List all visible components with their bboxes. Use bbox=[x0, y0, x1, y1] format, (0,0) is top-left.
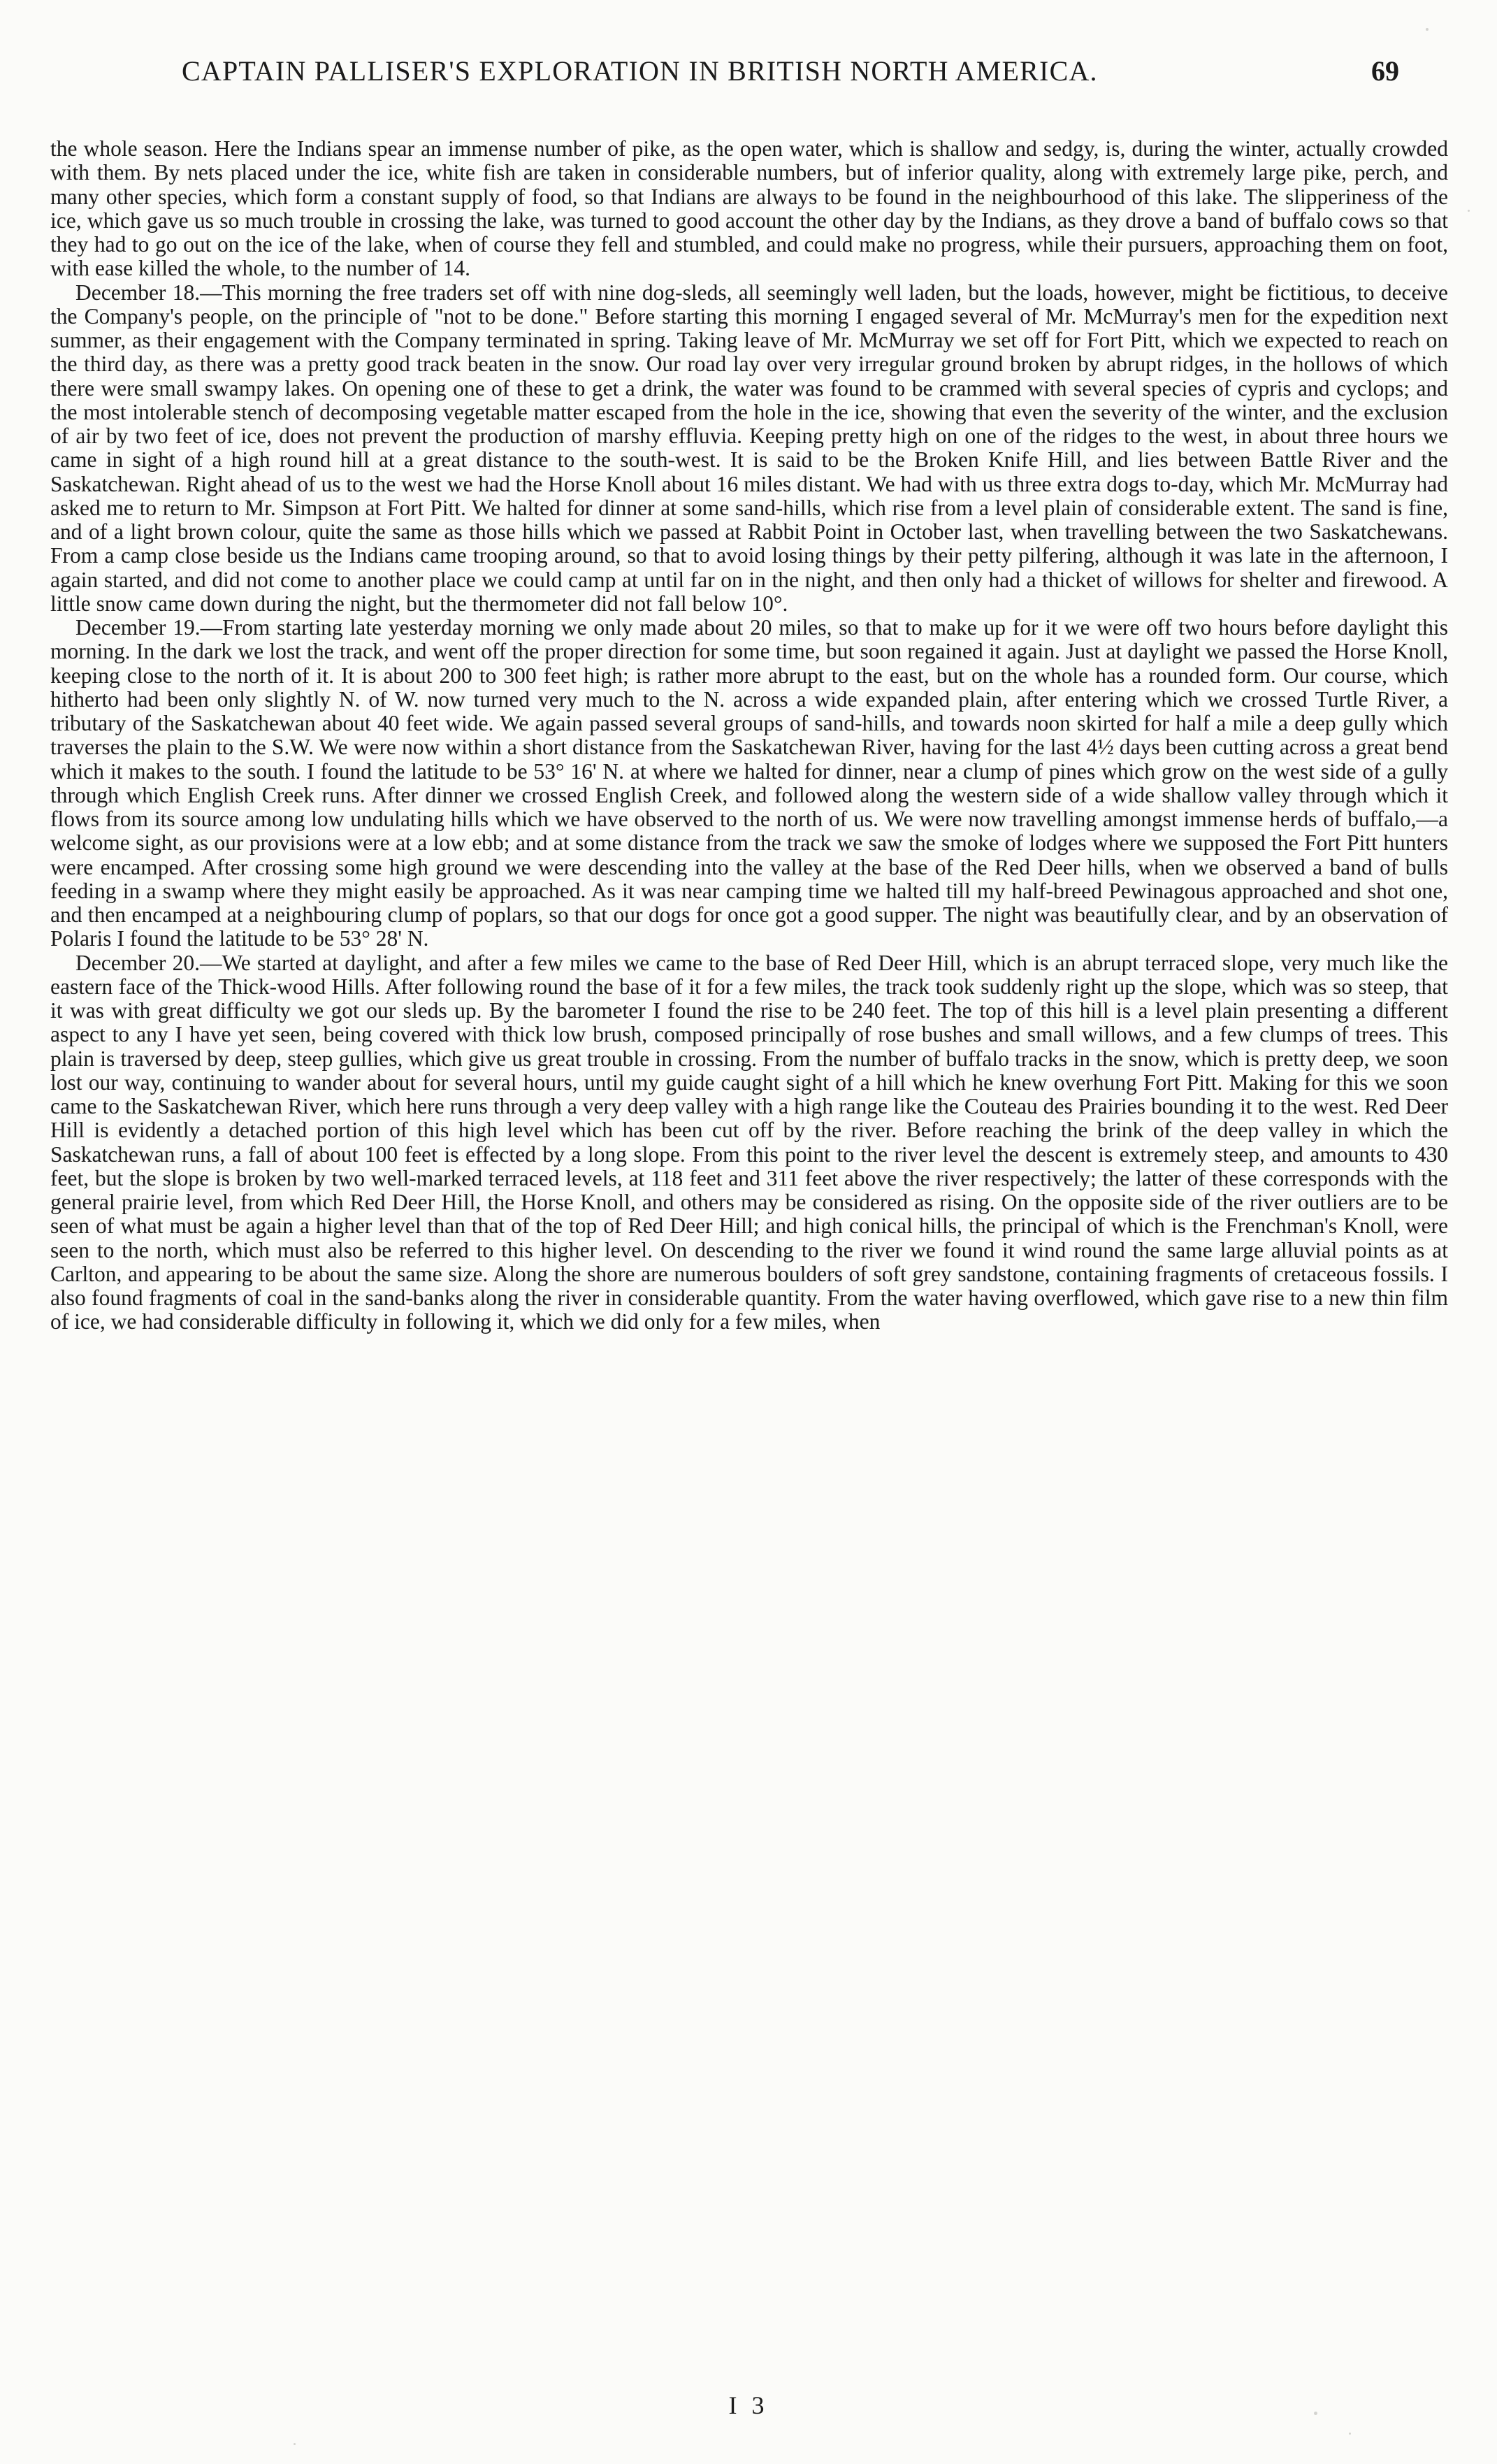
paper-speck bbox=[294, 2443, 296, 2445]
page-number: 69 bbox=[1371, 55, 1399, 87]
paragraph-lake-fishing: the whole season. Here the Indians spear an immense number of pike, as the open water, which is shallow and sedgy, is, during the winter, actually crowded with them. By nets placed under the ice, white fish are taken in considerable numbers, but of inferior quality, along with extremely large pike, perch, and many other species, which form a constant supply of food, so that Indians are always to be found in the neighbourhood of this lake. The slipperiness of the ice, which gave us so much trouble in crossing the lake, was turned to good account the other day by the Indians, as they drove a band of buffalo cows so that they had to go out on the ice of the lake, when of course they fell and stumbled, and could make no progress, while their pursuers, approaching them on foot, with ease killed the whole, to the number of 14. bbox=[50, 136, 1448, 281]
paper-speck bbox=[1349, 2433, 1351, 2435]
running-title: CAPTAIN PALLISER'S EXPLORATION IN BRITISH NORTH AMERICA. bbox=[182, 55, 1098, 87]
paragraph-december-20: December 20.—We started at daylight, and after a few miles we came to the base of Red Deer Hill, which is an abrupt terraced slope, very much like the eastern face of the Thick-wood Hills. After following round the base of it for a few miles, the track took suddenly right up the slope, which was so steep, that it was with great difficulty we got our sleds up. By the barometer I found the rise to be 240 feet. The top of this hill is a level plain presenting a different aspect to any I have yet seen, being covered with thick low brush, composed principally of rose bushes and small willows, and a few clumps of trees. This plain is traversed by deep, steep gullies, which give us great trouble in crossing. From the number of buffalo tracks in the snow, which is pretty deep, we soon lost our way, continuing to wander about for several hours, until my guide caught sight of a hill which he knew overhung Fort Pitt. Making for this we soon came to the Saskatchewan River, which here runs through a very deep valley with a high range like the Couteau des Prairies bounding it to the west. Red Deer Hill is evidently a detached portion of this high level which has been cut off by the river. Before reaching the brink of the deep valley in which the Saskatchewan runs, a fall of about 100 feet is effected by a long slope. From this point to the river level the descent is extremely steep, and amounts to 430 feet, but the slope is broken by two well-marked terraced levels, at 118 feet and 311 feet above the river respectively; the latter of these corresponds with the general prairie level, from which Red Deer Hill, the Horse Knoll, and others may be considered as rising. On the opposite side of the river outliers are to be seen of what must be again a higher level than that of the top of Red Deer Hill; and high conical hills, the principal of which is the Frenchman's Knoll, were seen to the north, which must also be referred to this higher level. On descending to the river we found it wind round the same large alluvial points as at Carlton, and appearing to be about the same size. Along the shore are numerous boulders of soft grey sandstone, containing fragments of cretaceous fossils. I also found fragments of coal in the sand-banks along the river in considerable quantity. From the water having overflowed, which gave rise to a new thin film of ice, we had considerable difficulty in following it, which we did only for a few miles, when bbox=[50, 950, 1448, 1334]
paper-speck bbox=[1426, 28, 1429, 31]
signature-mark: I 3 bbox=[728, 2391, 769, 2419]
paper-speck bbox=[1314, 2412, 1317, 2415]
page-header bbox=[182, 55, 1399, 96]
paper-speck bbox=[1468, 210, 1470, 212]
paragraph-december-19: December 19.—From starting late yesterday morning we only made about 20 miles, so that to make up for it we were off two hours before daylight this morning. In the dark we lost the track, and went off the proper direction for some time, but soon regained it again. Just at daylight we passed the Horse Knoll, keeping close to the north of it. It is about 200 to 300 feet high; is rather more abrupt to the east, but on the whole has a rounded form. Our course, which hitherto had been only slightly N. of W. now turned very much to the N. across a wide expanded plain, after entering which we crossed Turtle River, a tributary of the Saskatchewan about 40 feet wide. We again passed several groups of sand-hills, and towards noon skirted for half a mile a deep gully which traverses the plain to the S.W. We were now within a short distance from the Saskatchewan River, having for the last 4½ days been cutting across a great bend which it makes to the south. I found the latitude to be 53° 16' N. at where we halted for dinner, near a clump of pines which grow on the west side of a gully through which English Creek runs. After dinner we crossed English Creek, and followed along the western side of a wide shallow valley through which it flows from its source among low undulating hills which we have observed to the north of us. We were now travelling amongst immense herds of buffalo,—a welcome sight, as our provisions were at a low ebb; and at some distance from the track we saw the smoke of lodges where we supposed the Fort Pitt hunters were encamped. After crossing some high ground we were descending into the valley at the base of the Red Deer hills, when we observed a band of bulls feeding in a swamp where they might easily be approached. As it was near camping time we halted till my half-breed Pewinagous approached and shot one, and then encamped at a neighbouring clump of poplars, so that our dogs for once got a good supper. The night was beautifully clear, and by an observation of Polaris I found the latitude to be 53° 28' N. bbox=[50, 615, 1448, 951]
body-text bbox=[50, 137, 1448, 1334]
paragraph-december-18: December 18.—This morning the free traders set off with nine dog-sleds, all seemingly well laden, but the loads, however, might be fictitious, to deceive the Company's people, on the principle of "not to be done." Before starting this morning I engaged several of Mr. McMurray's men for the expedition next summer, as their engagement with the Company terminated in spring. Taking leave of Mr. McMurray we set off for Fort Pitt, which we expected to reach on the third day, as there was a pretty good track beaten in the snow. Our road lay over very irregular ground broken by abrupt ridges, in the hollows of which there were small swampy lakes. On opening one of these to get a drink, the water was found to be crammed with several species of cypris and cyclops; and the most intolerable stench of decomposing vegetable matter escaped from the hole in the ice, showing that even the severity of the winter, and the exclusion of air by two feet of ice, does not prevent the production of marshy effluvia. Keeping pretty high on one of the ridges to the west, in about three hours we came in sight of a high round hill at a great distance to the south-west. It is said to be the Broken Knife Hill, and lies between Battle River and the Saskatchewan. Right ahead of us to the west we had the Horse Knoll about 16 miles distant. We had with us three extra dogs to-day, which Mr. McMurray had asked me to return to Mr. Simpson at Fort Pitt. We halted for dinner at some sand-hills, which rise from a level plain of considerable extent. The sand is fine, and of a light brown colour, quite the same as those hills which we passed at Rabbit Point in October last, when travelling between the two Saskatchewans. From a camp close beside us the Indians came trooping around, so that to avoid losing things by their petty pilfering, although it was late in the afternoon, I again started, and did not come to another place we could camp at until far on in the night, and then only had a thicket of willows for shelter and firewood. A little snow came down during the night, but the thermometer did not fall below 10°. bbox=[50, 280, 1448, 616]
